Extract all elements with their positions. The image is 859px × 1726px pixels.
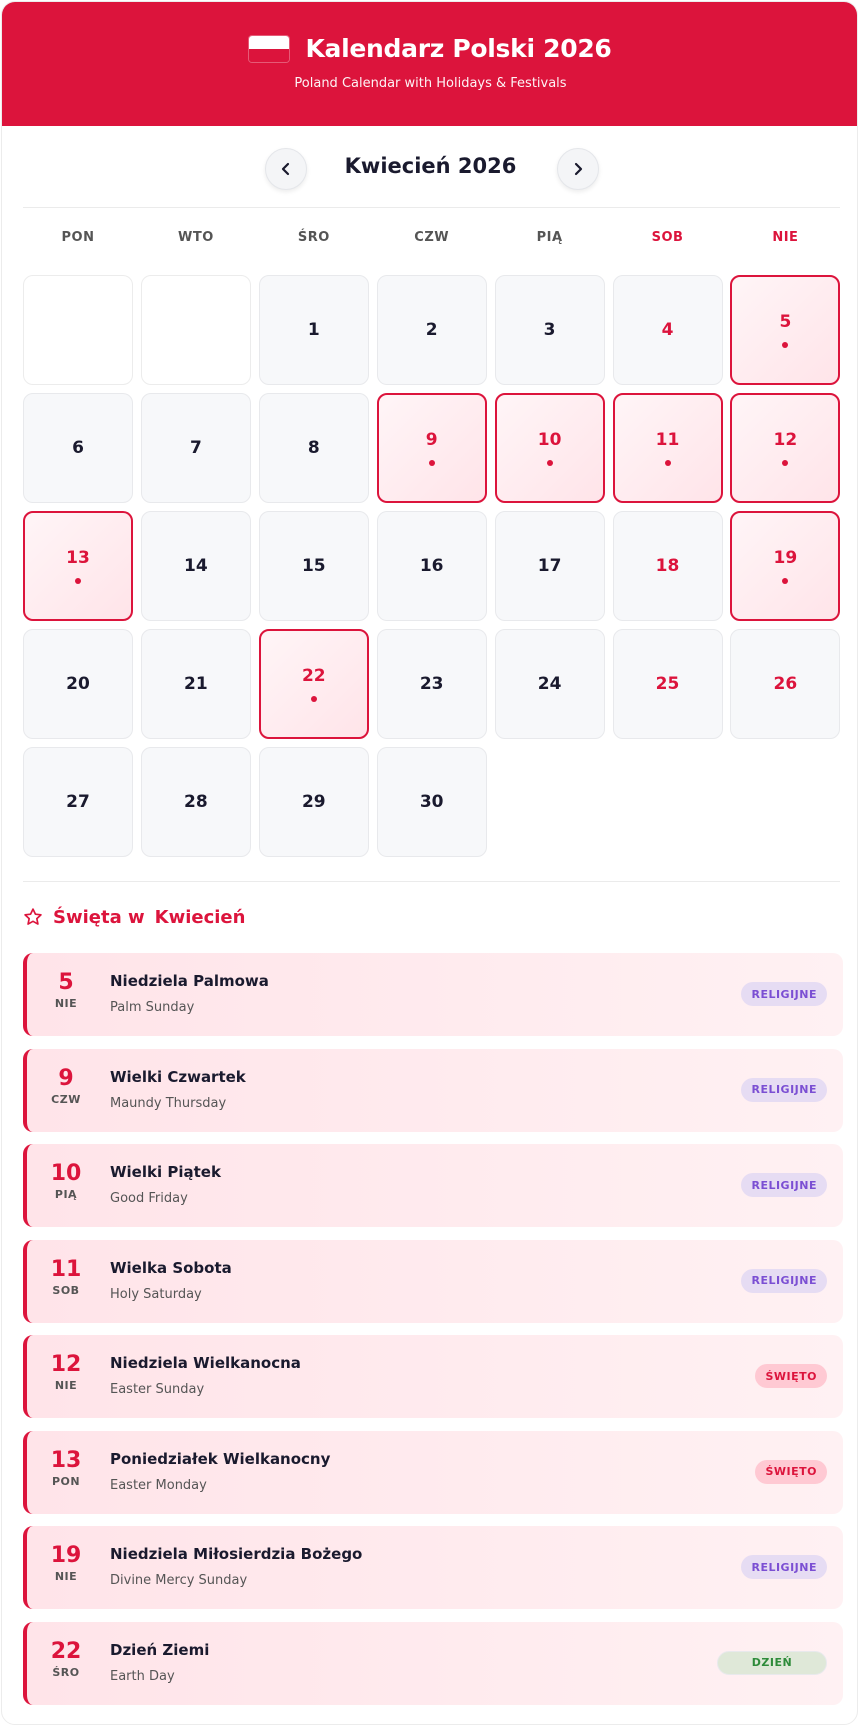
weekday-label: SOB — [651, 230, 684, 245]
holiday-weekday: CZW — [51, 1092, 81, 1106]
holiday-dot — [75, 578, 81, 584]
day-cell[interactable] — [141, 629, 251, 739]
day-cell[interactable] — [23, 393, 133, 503]
day-number: 24 — [537, 673, 562, 694]
day-cell[interactable] — [613, 629, 723, 739]
day-cell[interactable] — [23, 747, 133, 857]
holiday-item[interactable] — [23, 953, 843, 1036]
holiday-day-number: 11 — [50, 1256, 82, 1282]
holiday-dot — [429, 460, 435, 466]
day-number: 6 — [72, 437, 84, 458]
poland-flag-icon — [249, 36, 289, 62]
day-number: 23 — [419, 673, 444, 694]
holiday-english-name: Good Friday — [110, 1191, 188, 1206]
empty-day-cell — [23, 275, 133, 385]
holiday-day-number: 12 — [50, 1352, 82, 1377]
holiday-name: Wielki Piątek — [110, 1163, 221, 1181]
day-number: 14 — [184, 555, 208, 576]
page-subtitle: Poland Calendar with Holidays & Festivals — [294, 76, 567, 91]
holiday-weekday: PON — [51, 1474, 81, 1488]
holiday-english-name: Easter Sunday — [110, 1382, 205, 1397]
header — [2, 2, 858, 126]
holiday-type-badge: ŚWIĘTO — [755, 1460, 827, 1484]
day-number: 13 — [66, 547, 90, 568]
chevron-right-icon — [570, 161, 586, 177]
day-cell-holiday[interactable] — [377, 393, 487, 503]
holiday-type-badge: RELIGIJNE — [741, 1078, 827, 1102]
holiday-name: Niedziela Wielkanocna — [110, 1354, 301, 1372]
star-icon — [23, 907, 43, 927]
holiday-day-number: 22 — [50, 1638, 82, 1664]
day-cell[interactable] — [377, 629, 487, 739]
day-cell-holiday[interactable] — [613, 393, 723, 503]
day-number: 1 — [307, 320, 320, 340]
empty-day-cell — [141, 275, 251, 385]
next-month-button[interactable] — [557, 148, 599, 190]
holiday-name: Dzień Ziemi — [110, 1640, 210, 1659]
holiday-day-number: 13 — [50, 1447, 82, 1473]
day-number: 27 — [66, 791, 90, 812]
holiday-weekday: PIĄ — [54, 1188, 78, 1201]
weekday-label: ŚRO — [297, 230, 330, 245]
holiday-weekday: NIE — [54, 1379, 78, 1392]
holiday-dot — [782, 578, 788, 584]
holiday-type-badge: RELIGIJNE — [741, 1555, 827, 1579]
holidays-section-title — [23, 905, 245, 929]
holiday-name: Poniedziałek Wielkanocny — [110, 1449, 331, 1468]
holiday-date — [37, 1353, 95, 1392]
day-cell-holiday[interactable] — [730, 275, 840, 385]
holiday-name: Niedziela Palmowa — [110, 972, 269, 990]
holiday-date — [37, 1258, 95, 1297]
day-cell[interactable] — [141, 747, 251, 857]
day-number: 8 — [307, 437, 320, 458]
holiday-day-number: 10 — [50, 1161, 82, 1186]
day-number: 12 — [773, 429, 798, 450]
day-cell[interactable] — [613, 275, 723, 385]
holiday-item[interactable] — [23, 1431, 843, 1514]
weekday-label: CZW — [414, 230, 450, 245]
day-cell[interactable] — [141, 393, 251, 503]
holiday-english-name: Holy Saturday — [110, 1286, 202, 1302]
holiday-weekday: ŚRO — [52, 1665, 80, 1679]
day-number: 26 — [773, 673, 798, 694]
weekday-label: PON — [61, 230, 95, 245]
holiday-name: Wielka Sobota — [110, 1258, 232, 1277]
day-cell[interactable] — [377, 511, 487, 621]
holiday-type-badge: RELIGIJNE — [741, 982, 827, 1006]
page-title: Kalendarz Polski 2026 — [305, 34, 612, 63]
day-number: 7 — [189, 437, 202, 458]
day-cell[interactable] — [495, 511, 605, 621]
holiday-dot — [782, 342, 788, 348]
holiday-weekday: NIE — [54, 997, 78, 1010]
day-number: 2 — [425, 320, 438, 340]
day-cell[interactable] — [377, 747, 487, 857]
holiday-weekday: NIE — [54, 1570, 78, 1583]
day-cell-holiday[interactable] — [259, 629, 369, 739]
day-number: 18 — [655, 555, 680, 576]
calendar-grid — [23, 275, 843, 857]
prev-month-button[interactable] — [265, 148, 307, 190]
holiday-dot — [547, 460, 553, 466]
day-number: 20 — [66, 673, 90, 694]
day-number: 19 — [773, 547, 798, 568]
day-number: 22 — [301, 665, 326, 686]
month-title: Kwiecień 2026 — [344, 154, 517, 178]
holiday-english-name: Easter Monday — [110, 1477, 207, 1493]
holidays-title-prefix: Święta w — [53, 906, 145, 928]
weekday-header — [23, 230, 841, 246]
day-cell-holiday[interactable] — [730, 511, 840, 621]
day-cell[interactable] — [259, 747, 369, 857]
divider — [23, 881, 840, 882]
calendar-card — [1, 1, 858, 1725]
day-number: 17 — [537, 555, 562, 576]
weekday-label: WTO — [178, 230, 214, 245]
holiday-weekday: SOB — [52, 1283, 80, 1297]
day-cell[interactable] — [377, 275, 487, 385]
holiday-type-badge: RELIGIJNE — [741, 1269, 827, 1293]
holiday-date — [37, 1640, 95, 1679]
holiday-day-number: 19 — [50, 1543, 82, 1568]
month-navigation — [2, 148, 858, 192]
day-cell-holiday[interactable] — [495, 393, 605, 503]
holiday-english-name: Earth Day — [110, 1668, 175, 1684]
holiday-date — [37, 1067, 95, 1106]
holiday-english-name: Maundy Thursday — [110, 1095, 227, 1111]
day-number: 9 — [425, 429, 438, 450]
holiday-english-name: Divine Mercy Sunday — [110, 1573, 248, 1588]
holiday-dot — [782, 460, 788, 466]
day-number: 3 — [543, 320, 556, 340]
holiday-item[interactable] — [23, 1526, 843, 1609]
day-number: 29 — [301, 791, 326, 812]
day-cell[interactable] — [259, 275, 369, 385]
day-cell[interactable] — [613, 511, 723, 621]
weekday-label: NIE — [772, 230, 799, 245]
holiday-item[interactable] — [23, 1622, 843, 1705]
holiday-dot — [311, 696, 317, 702]
holiday-item[interactable] — [23, 1335, 843, 1418]
chevron-left-icon — [278, 161, 294, 177]
holiday-type-badge: RELIGIJNE — [741, 1173, 827, 1197]
divider — [23, 207, 840, 208]
day-cell-holiday[interactable] — [23, 511, 133, 621]
holiday-type-badge: ŚWIĘTO — [755, 1364, 827, 1388]
day-cell-holiday[interactable] — [730, 393, 840, 503]
day-number: 5 — [779, 312, 792, 332]
holiday-date — [37, 1544, 95, 1583]
day-number: 28 — [184, 791, 208, 812]
holiday-name: Niedziela Miłosierdzia Bożego — [110, 1545, 363, 1563]
day-number: 15 — [301, 555, 326, 576]
day-cell[interactable] — [259, 393, 369, 503]
holiday-day-number: 5 — [58, 970, 74, 995]
holiday-type-badge: DZIEŃ — [717, 1651, 827, 1675]
holiday-name: Wielki Czwartek — [110, 1067, 246, 1086]
day-cell[interactable] — [141, 511, 251, 621]
holiday-date — [37, 1449, 95, 1488]
day-number: 10 — [537, 429, 562, 450]
day-number: 16 — [419, 555, 444, 576]
holiday-item[interactable] — [23, 1144, 843, 1227]
day-cell[interactable] — [495, 275, 605, 385]
holidays-title-month: Kwiecień — [154, 906, 246, 928]
flag-red-stripe — [249, 49, 289, 62]
day-cell[interactable] — [495, 629, 605, 739]
title-row — [2, 34, 858, 63]
day-number: 11 — [655, 429, 680, 450]
weekday-label: PIĄ — [536, 230, 563, 245]
flag-white-stripe — [249, 36, 289, 49]
holiday-item[interactable] — [23, 1049, 843, 1132]
day-cell[interactable] — [23, 629, 133, 739]
holiday-english-name: Palm Sunday — [110, 1000, 195, 1015]
holiday-date — [37, 1162, 95, 1201]
day-number: 21 — [184, 673, 208, 694]
day-cell[interactable] — [730, 629, 840, 739]
day-number: 30 — [419, 791, 444, 812]
holiday-date — [37, 971, 95, 1010]
holiday-dot — [665, 460, 671, 466]
holiday-day-number: 9 — [58, 1065, 74, 1091]
day-cell[interactable] — [259, 511, 369, 621]
day-number: 25 — [655, 673, 680, 694]
day-number: 4 — [661, 320, 674, 340]
holiday-item[interactable] — [23, 1240, 843, 1323]
